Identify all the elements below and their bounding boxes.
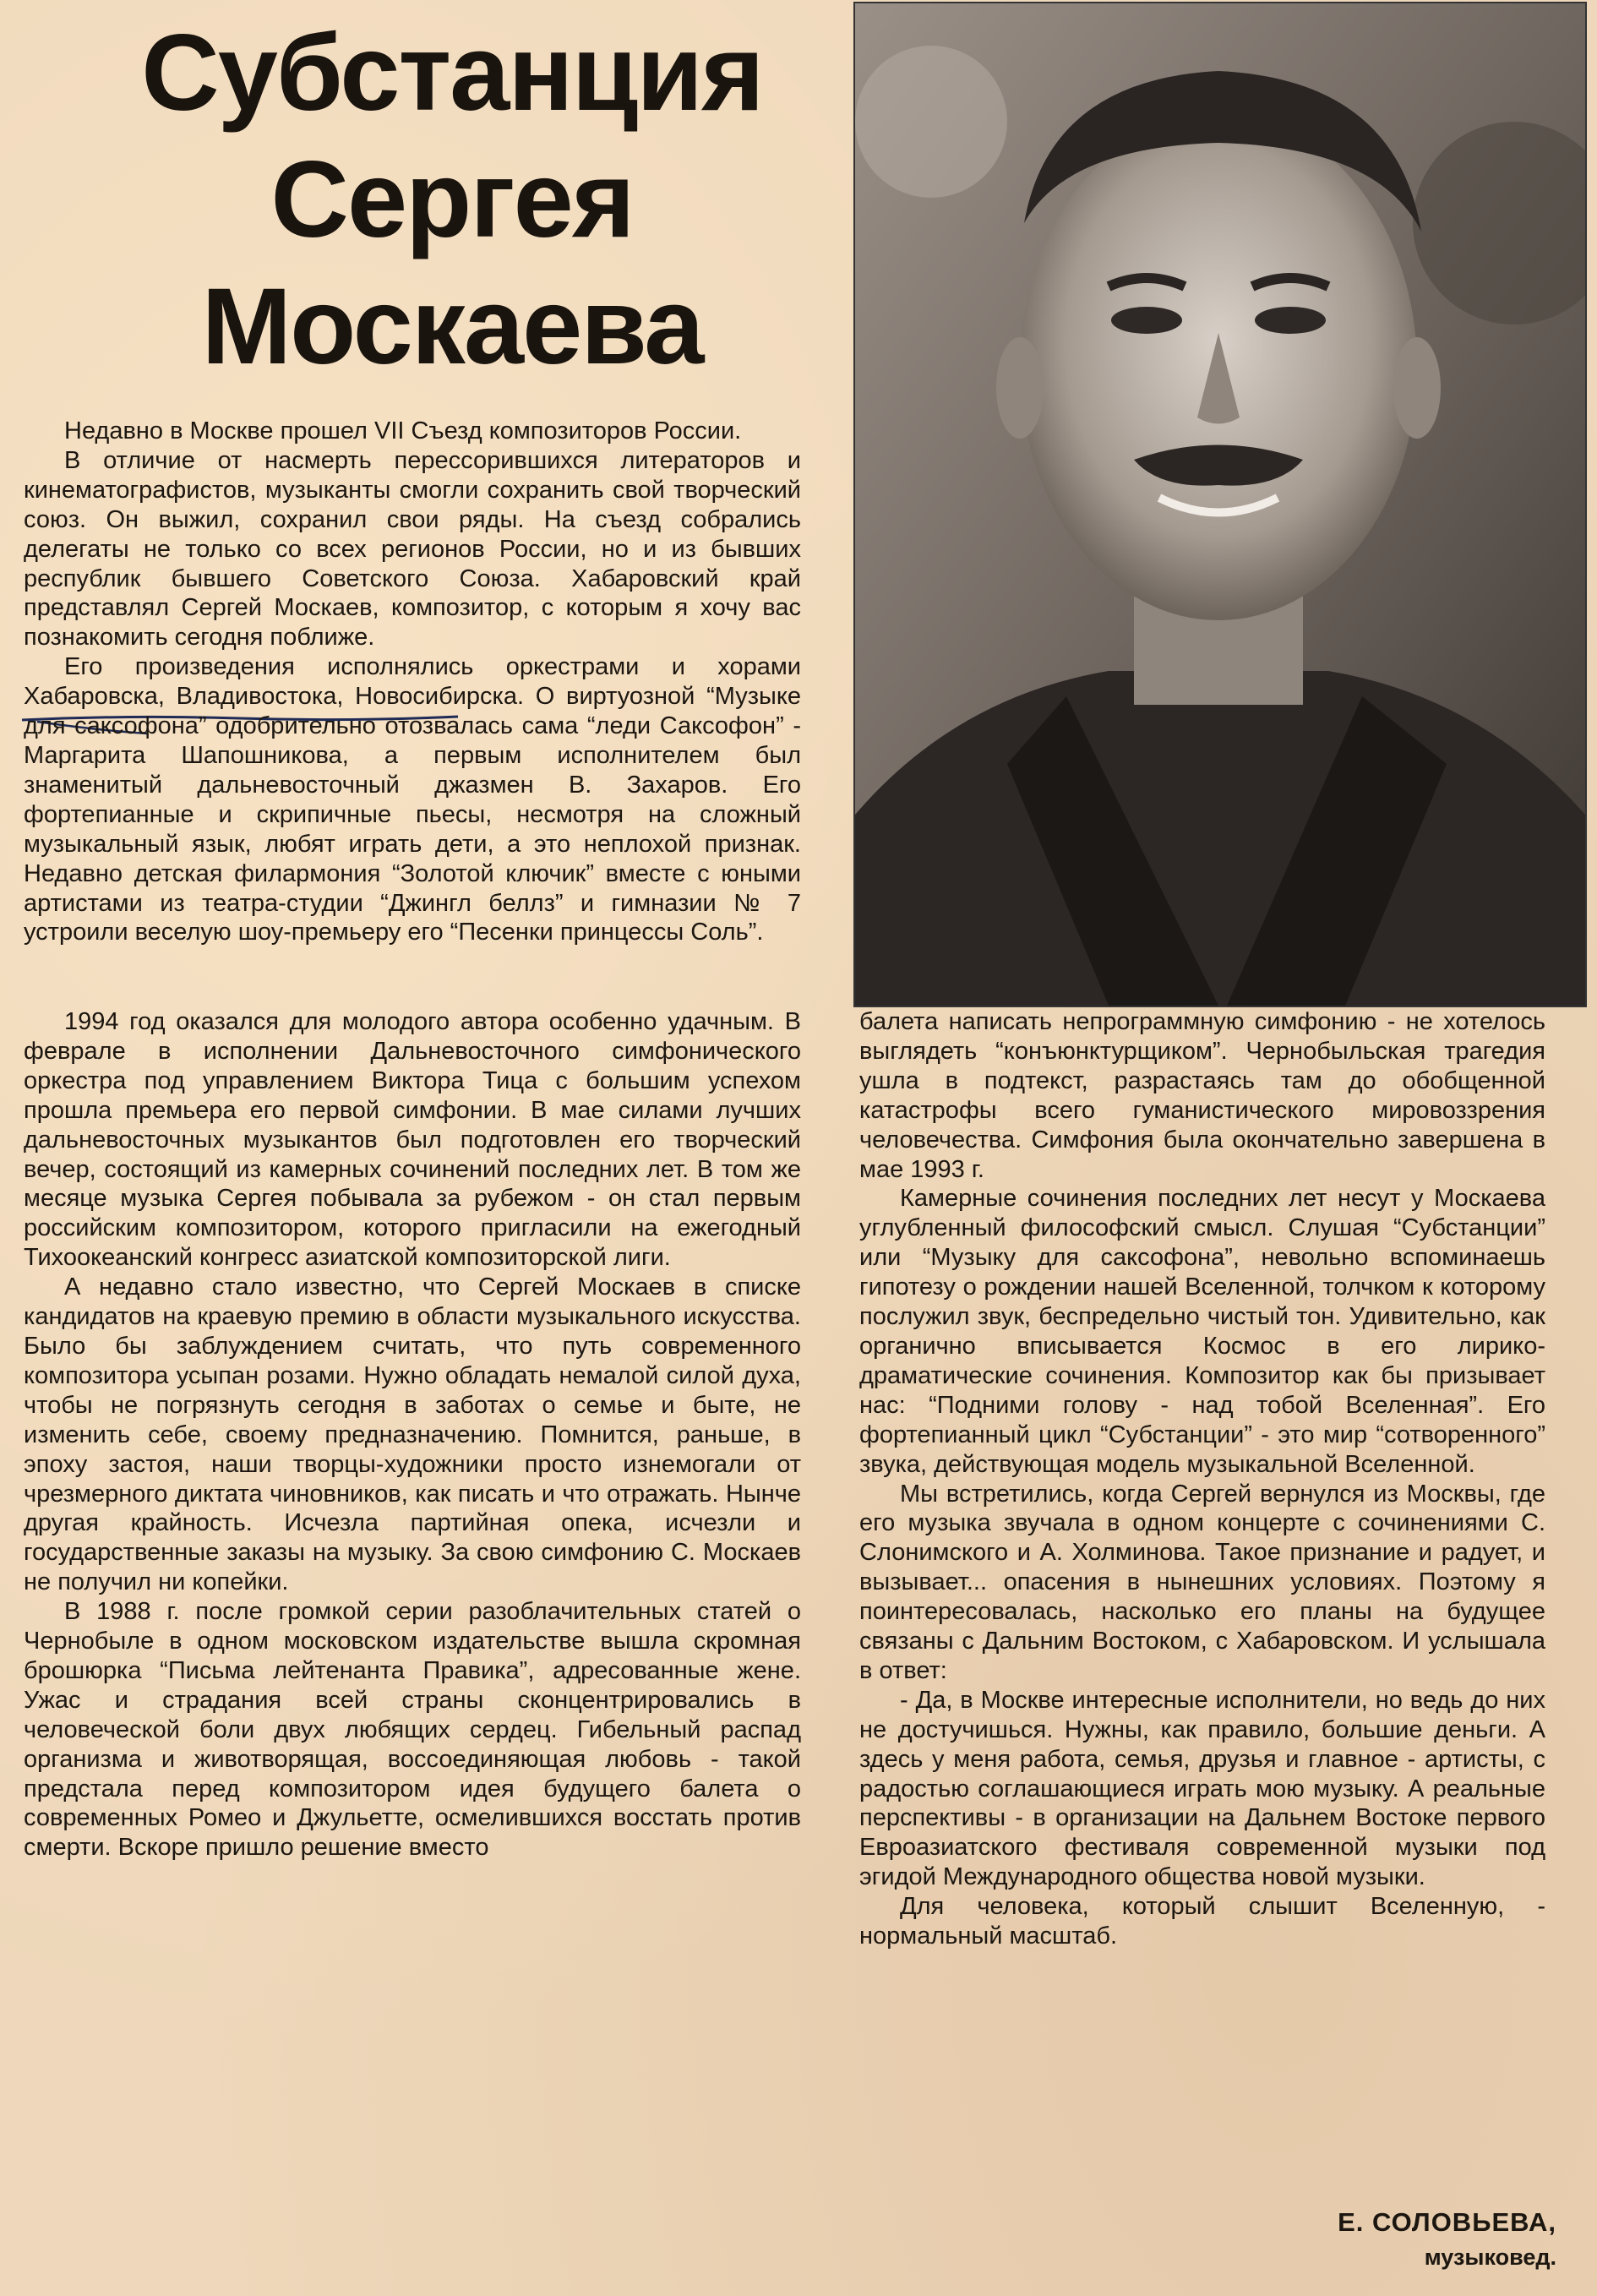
author-name: Е. СОЛОВЬЕВА, bbox=[1338, 2207, 1556, 2237]
portrait-photo bbox=[853, 2, 1587, 1007]
paragraph: В 1988 г. после громкой серии разоблачительных статей о Чернобыле в одном московском издательстве вышла скромная брошюрка “Письма лейтенанта Правика”, адресованные жене. Ужас и страдания всей страны сконцентрировались в человеческой боли двух любящих сердец. Гибельный распад организма и животворящая, воссоединяющая любовь - такой предстала перед композитором идея будущего балета о современных Ромео и Джульетте, осмелившихся восстать против смерти. Вскоре пришло решение вместо bbox=[24, 1598, 801, 1862]
paragraph: балета написать непрограммную симфонию - не хотелось выглядеть “конъюнктурщиком”. Чернобыльская трагедия ушла в подтекст, разрастаясь там до обобщенной катастрофы всего гуманистического мировоззрения человечества. Симфония была окончательно завершена в мае 1993 г. bbox=[859, 1008, 1545, 1183]
article-column-left-upper bbox=[24, 417, 801, 947]
portrait-photo-icon bbox=[855, 3, 1585, 1006]
paragraph: - Да, в Москве интересные исполнители, но ведь до них не достучишься. Нужны, как правило, большие деньги. А здесь у меня работа, семья, друзья и главное - артисты, с радостью соглашающиеся играть мою музыку. А реальные перспективы - в организации на Дальнем Востоке первого Евроазиатского фестиваля современной музыки под эгидой Международного общества новой музыки. bbox=[859, 1686, 1545, 1891]
article-title bbox=[46, 10, 858, 390]
paragraph: 1994 год оказался для молодого автора особенно удачным. В феврале в исполнении Дальневосточного симфонического оркестра под управлением Виктора Тица с большим успехом прошла премьера его первой симфонии. В мае силами лучших дальневосточных музыкантов был подготовлен его творческий вечер, состоящий из камерных сочинений последних лет. В том же месяце музыка Сергея побывала за рубежом - он стал первым российским композитором, которого пригласили на ежегодный Тихоокеанский конгресс азиатской композиторской лиги. bbox=[24, 1008, 801, 1272]
paragraph: Камерные сочинения последних лет несут у Москаева углубленный философский смысл. Слушая “Субстанции” или “Музыку для саксофона”, невольно вспоминаешь гипотезу о рождении нашей Вселенной, толчком к которому послужил звук, беспредельно чистый тон. Удивительно, как органично вписывается Космос в его лирико-драматические сочинения. Композитор как бы призывает нас: “Подними голову - над тобой Вселенная”. Его фортепианный цикл “Субстанции” - это мир “сотворенного” звука, действующая модель музыкальной Вселенной. bbox=[859, 1185, 1545, 1478]
article-column-left-lower bbox=[24, 1007, 801, 1862]
paragraph: Мы встретились, когда Сергей вернулся из Москвы, где его музыка звучала в одном концерте с сочинениями С. Слонимского и А. Холминова. Такое признание и радует, и вызывает... опасения в нынешних условиях. Поэтому я поинтересовалась, насколько его планы на будущее связаны с Дальним Востоком, с Хабаровском. И услышала в ответ: bbox=[859, 1480, 1545, 1684]
paragraph: Недавно в Москве прошел VII Съезд композиторов России. bbox=[64, 417, 742, 444]
paragraph: В отличие от насмерть перессорившихся литераторов и кинематографистов, музыканты смогли сохранить свой творческий союз. Он выжил, сохранил свои ряды. На съезд собрались делегаты не только со всех регионов России, но и из бывших республик бывшего Советского Союза. Хабаровский край представлял Сергей Москаев, композитор, с которым я хочу вас познакомить сегодня поближе. bbox=[24, 446, 801, 652]
title-line: Москаева bbox=[201, 266, 703, 387]
author-role: музыковед. bbox=[1424, 2244, 1556, 2270]
title-line: Субстанция bbox=[141, 13, 763, 134]
paragraph: Его произведения исполнялись оркестрами и хорами Хабаровска, Владивостока, Новосибирска. О виртуозной “Музыке для саксофона” одобрительно отозвалась сама “леди Саксофон” - Маргарита Шапошникова, а первым исполнителем был знаменитый дальневосточный джазмен В. Захаров. Его фортепианные и скрипичные пьесы, несмотря на сложный музыкальный язык, любят играть дети, а это неплохой признак. Недавно детская филармония “Золотой ключик” вместе с юными артистами из театра-студии “Джингл беллз” и гимназии № 7 устроили веселую шоу-премьеру его “Песенки принцессы Соль”. bbox=[24, 653, 801, 946]
title-line: Сергея bbox=[270, 139, 634, 260]
article-column-right bbox=[859, 1007, 1545, 1951]
paragraph: А недавно стало известно, что Сергей Москаев в списке кандидатов на краевую премию в области музыкального искусства. Было бы заблуждением считать, что путь современного композитора усыпан розами. Нужно обладать немалой силой духа, чтобы не погрязнуть сегодня в заботах о семье и быте, не изменить себе, своему предназначению. Помнится, раньше, в эпоху застоя, наши творцы-художники просто изнемогали от чрезмерного диктата чиновников, как писать и что отражать. Нынче другая крайность. Исчезла партийная опека, исчезли и государственные заказы на музыку. За свою симфонию С. Москаев не получил ни копейки. bbox=[24, 1273, 801, 1596]
paragraph: Для человека, который слышит Вселенную, - нормальный масштаб. bbox=[859, 1893, 1545, 1950]
